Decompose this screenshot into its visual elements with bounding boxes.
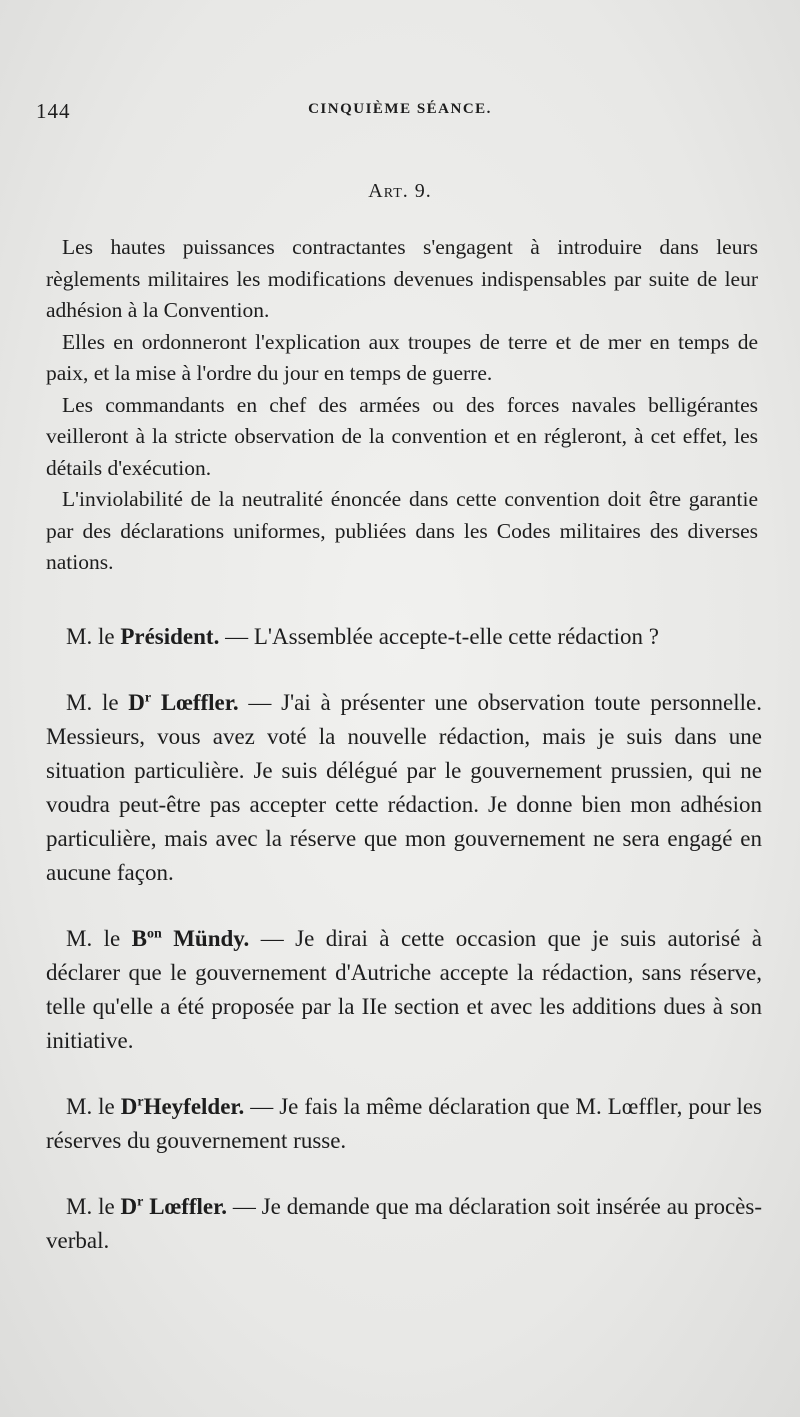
article-body [46,232,758,579]
speaker-name: Lœffler. [143,1194,227,1219]
discussion [46,620,762,1290]
speech-text: — L'Assemblée accepte-t-elle cette rédaction ? [219,624,659,649]
article-paragraph: Les commandants en chef des armées ou des forces navales belligérantes veilleront à la stricte observation de la convention et en régleront, à cet effet, les détails d'exécution. [46,392,758,480]
speech-loeffler-second [46,1190,762,1258]
speaker-prefix: M. le [66,1194,121,1219]
speaker-title-sup: r [137,1194,144,1210]
speaker-title-sup: on [147,926,162,942]
speech-loeffler [46,686,762,890]
speaker-title: D [120,1194,138,1219]
speaker-title: D [120,1094,138,1119]
speech-text: — Je dirai à cette occasion que je suis autorisé à déclarer que le gouvernement d'Autriche accepte la rédaction, sans réserve, telle qu'elle a été proposée par la IIe section et avec les additions dues à son initiative. [46,926,762,1053]
speaker-title-sup: r [137,1094,144,1110]
speaker-prefix: M. le [66,926,132,951]
speaker-name: Lœffler. [151,690,239,715]
speech-text: — Je fais la même déclaration que M. Lœffler, pour les réserves du gouvernement russe. [46,1094,762,1153]
speaker-name: Mündy. [161,926,250,951]
speaker-title: B [131,926,147,951]
article-paragraph: Elles en ordonneront l'explication aux troupes de terre et de mer en temps de paix, et la mise à l'ordre du jour en temps de guerre. [46,329,758,385]
speaker-prefix: M. le [66,1094,121,1119]
article-paragraph: Les hautes puissances contractantes s'engagent à introduire dans leurs règlements militaires les modifications devenues indispensables par suite de leur adhésion à la Convention. [46,235,758,322]
page-number: 144 [36,99,71,123]
speech-mundy [46,922,762,1058]
speech-president [46,620,762,654]
article-title: Art. 9. [368,180,432,202]
running-head [36,99,764,129]
speech-heyfelder [46,1090,762,1158]
speaker-name: Heyfelder. [143,1094,245,1119]
speaker-prefix: M. le [66,624,121,649]
speech-text: — Je demande que ma déclaration soit insérée au procès-verbal. [46,1194,762,1253]
article-paragraph: L'inviolabilité de la neutralité énoncée dans cette convention doit être garantie par des déclarations uniformes, publiées dans les Codes militaires des diverses nations. [46,487,758,574]
speech-text: — J'ai à présenter une observation toute personnelle. Messieurs, vous avez voté la nouvelle rédaction, mais je suis dans une situation particulière. Je suis délégué par le gouvernement prussien, qui ne voudra peut-être pas accepter cette rédaction. Je donne bien mon adhésion particulière, mais avec la réserve que mon gouvernement ne sera engagé en aucune façon. [46,690,762,885]
speaker-title-sup: r [144,690,152,706]
running-title: CINQUIÈME SÉANCE. [308,101,492,117]
speaker-title: D [128,690,145,715]
speaker-name: Président. [120,624,220,649]
speaker-prefix: M. le [66,690,129,715]
